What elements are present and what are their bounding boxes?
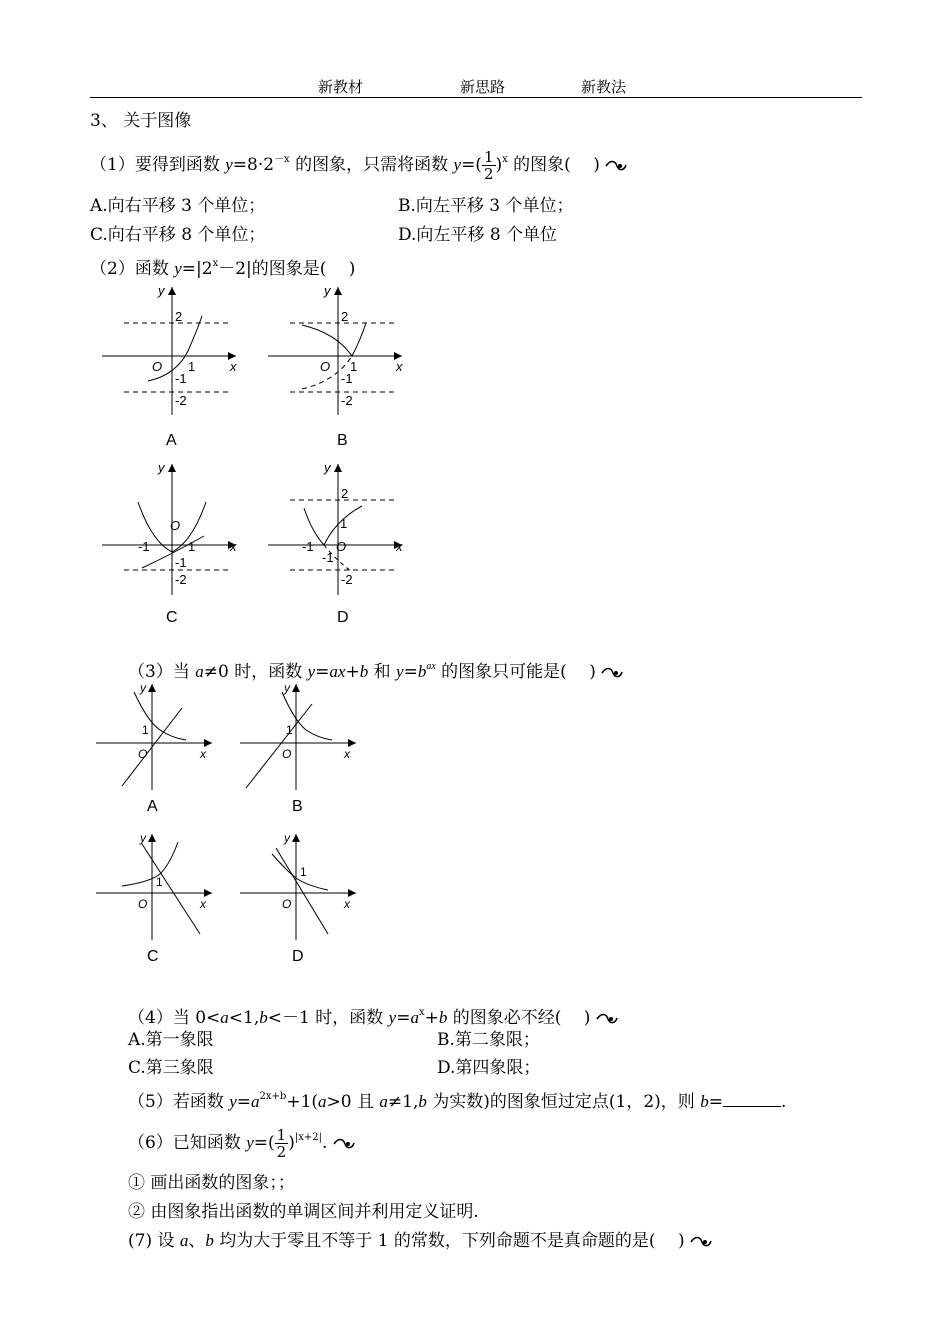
- q2-graph-a: [96, 283, 246, 423]
- q2-label-b: B: [337, 432, 348, 449]
- q2-label-d: D: [337, 609, 349, 626]
- origin-label: O: [282, 747, 292, 761]
- axis-x-label: x: [344, 747, 350, 761]
- q3-graph-c: [94, 830, 224, 945]
- q6-stem: （6）已知函数 y=( $\frac{1}{2}$ )$^{|x+2|}$.: [128, 1118, 355, 1163]
- q4-option-a: A.第一象限: [128, 1030, 214, 1050]
- q3-graph-a: [94, 680, 224, 795]
- tick-label: 1: [300, 865, 307, 879]
- axis-y-label: y: [324, 283, 331, 298]
- q3-graph-d: [238, 830, 368, 945]
- tick-label: 1: [340, 516, 348, 531]
- q2-graph-b: [262, 283, 412, 423]
- answer-blank[interactable]: [723, 1092, 781, 1107]
- origin-label: O: [282, 897, 292, 911]
- tick-label: 2: [341, 486, 349, 501]
- q1-stem: （1）要得到函数 $y=8\cdot 2^{-x}$ 的图象，只需将函数 y=( $\frac{1}{2}$ )$^x$ 的图象( ): [90, 140, 627, 185]
- header-rule: [90, 97, 862, 98]
- q6-fraction: $\frac{1}{2}$: [276, 1126, 287, 1161]
- tick-label: 2: [175, 309, 183, 324]
- q2-label-c: C: [166, 609, 178, 626]
- origin-label: O: [152, 359, 163, 374]
- q1-fraction: $\frac{1}{2}$: [483, 148, 494, 183]
- axis-x-label: x: [344, 897, 350, 911]
- axis-x-label: x: [230, 359, 237, 374]
- origin-label: O: [336, 539, 347, 554]
- q3-stem: （3）当 a≠0 时，函数 y=ax+b 和 $y=b^{ax}$ 的图象只可能是( ): [128, 656, 623, 683]
- origin-label: O: [320, 359, 331, 374]
- q3-label-a: A: [147, 798, 158, 815]
- axis-y-label: y: [158, 460, 165, 475]
- tick-label: 1: [142, 723, 149, 737]
- section-title: 3、 关于图像: [90, 111, 192, 131]
- arrow-mark-icon: [601, 667, 623, 679]
- tick-label: -1: [175, 555, 187, 570]
- q2-stem: （2）函数 $y=|2^x-2|$的图象是( ): [90, 258, 356, 279]
- tick-label: -2: [341, 572, 353, 587]
- tick-label: -2: [175, 393, 187, 408]
- tick-label: -1: [175, 371, 187, 386]
- arrow-mark-icon: [690, 1236, 712, 1248]
- axis-x-label: x: [200, 897, 206, 911]
- arrow-mark-icon: [605, 160, 627, 172]
- q4-option-c: C.第三象限: [128, 1058, 214, 1078]
- tick-label: 2: [341, 309, 349, 324]
- q2-graph-c: [96, 460, 246, 600]
- axis-y-label: y: [140, 681, 146, 695]
- q4-option-d: D.第四象限；: [437, 1058, 541, 1078]
- q3-label-b: B: [292, 798, 303, 815]
- tick-label: -1: [138, 539, 150, 554]
- axis-y-label: y: [158, 283, 165, 298]
- q4-stem: （4）当 0<a<1,b<－1 时，函数 $y=a^x+b$ 的图象必不经( ): [128, 1002, 618, 1029]
- axis-x-label: x: [396, 539, 403, 554]
- arrow-mark-icon: [333, 1138, 355, 1150]
- origin-label: O: [138, 897, 148, 911]
- axis-y-label: y: [284, 681, 290, 695]
- header-left: 新教材: [318, 78, 364, 96]
- tick-label: 1: [350, 359, 358, 374]
- tick-label: -1: [302, 539, 314, 554]
- tick-label: 1: [286, 723, 293, 737]
- q5-stem: （5）若函数 $y=a^{2x+b}+1(a>0$ 且 a≠1,b 为实数)的图象恒过定点(1，2)，则 b= .: [128, 1091, 787, 1112]
- q1-option-b: B.向左平移 3 个单位；: [398, 196, 574, 216]
- origin-label: O: [170, 518, 181, 533]
- q2-graph-d: [262, 460, 412, 600]
- axis-x-label: x: [200, 747, 206, 761]
- q1-option-c: C.向右平移 8 个单位；: [90, 225, 266, 245]
- axis-x-label: x: [396, 359, 403, 374]
- q7-stem: (7) 设 a、b 均为大于零且不等于 1 的常数，下列命题不是真命题的是( ): [128, 1230, 712, 1252]
- q2-label-a: A: [166, 432, 177, 449]
- q3-label-d: D: [292, 948, 304, 965]
- tick-label: 1: [188, 359, 196, 374]
- q6-sub-2: ② 由图象指出函数的单调区间并利用定义证明.: [128, 1202, 479, 1222]
- tick-label: -2: [341, 393, 353, 408]
- axis-x-label: x: [230, 539, 237, 554]
- tick-label: 1: [188, 539, 196, 554]
- axis-y-label: y: [324, 460, 331, 475]
- arrow-mark-icon: [596, 1013, 618, 1025]
- tick-label: -1: [322, 550, 334, 565]
- q3-label-c: C: [147, 948, 159, 965]
- header-right: 新教法: [581, 78, 627, 96]
- q4-option-b: B.第二象限；: [437, 1030, 540, 1050]
- q1-option-d: D.向左平移 8 个单位: [398, 225, 558, 245]
- q1-option-a: A.向右平移 3 个单位；: [90, 196, 266, 216]
- header-middle: 新思路: [460, 78, 506, 96]
- q6-sub-1: ① 画出函数的图象；；: [128, 1173, 295, 1193]
- axis-y-label: y: [140, 831, 146, 845]
- origin-label: O: [138, 747, 148, 761]
- q3-graph-b: [238, 680, 368, 795]
- tick-label: 1: [156, 875, 163, 889]
- axis-y-label: y: [284, 831, 290, 845]
- tick-label: -1: [341, 371, 353, 386]
- tick-label: -2: [175, 572, 187, 587]
